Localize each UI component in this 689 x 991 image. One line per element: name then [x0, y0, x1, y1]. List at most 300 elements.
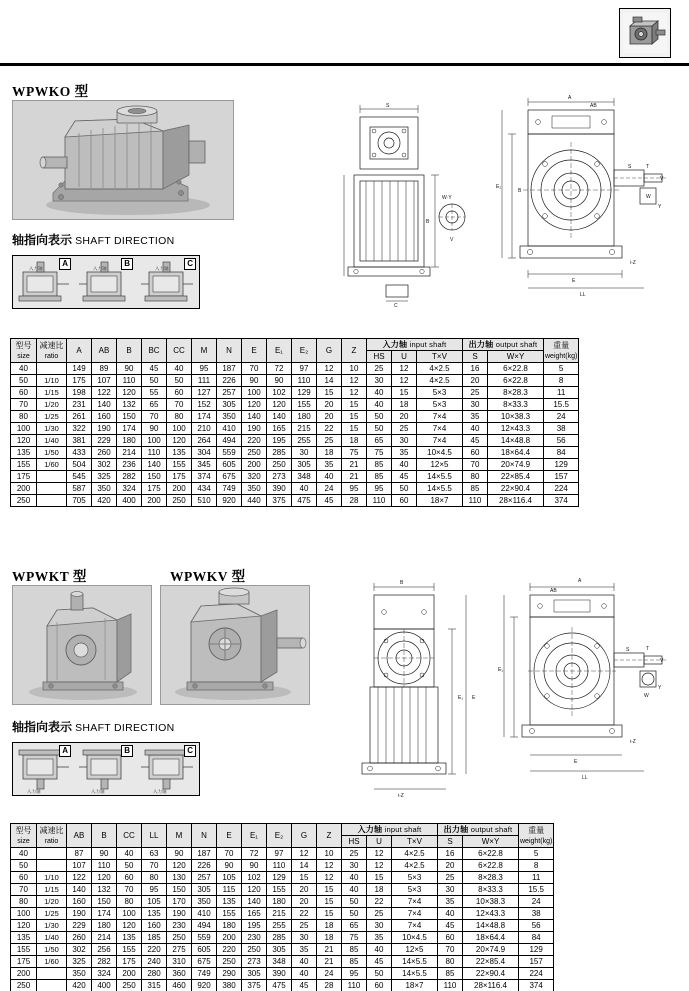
cell-dim-10: 25 [317, 435, 342, 447]
cell-wy: 8×28.3 [463, 872, 519, 884]
th2-tv: T×V [392, 836, 438, 848]
cell-dim-5: 95 [192, 363, 217, 375]
table-row[interactable] [11, 387, 579, 399]
table-row[interactable] [11, 848, 554, 860]
cell-dim-8: 215 [267, 908, 292, 920]
shaft-variant-c [137, 256, 199, 308]
cell-dim-1: 180 [92, 920, 117, 932]
cell-dim-5: 152 [192, 399, 217, 411]
cell-u: 60 [392, 495, 417, 507]
cell-weight: 224 [544, 483, 579, 495]
cell-dim-8: 165 [267, 423, 292, 435]
cell-dim-2: 132 [117, 399, 142, 411]
cell-dim-7: 250 [242, 944, 267, 956]
cell-dim-11: 10 [342, 363, 367, 375]
cell-wy: 18×64.4 [488, 447, 544, 459]
cell-wy: 12×43.3 [463, 908, 519, 920]
cell-dim-3: 45 [142, 363, 167, 375]
th-ratio [37, 339, 67, 363]
cell-ratio: 1/60 [37, 459, 67, 471]
th2-wy: W×Y [463, 836, 519, 848]
cell-dim-11: 95 [342, 483, 367, 495]
table-row[interactable] [11, 411, 579, 423]
table-row[interactable] [11, 920, 554, 932]
cell-u: 22 [367, 896, 392, 908]
cell-dim-5: 111 [192, 375, 217, 387]
th-output-shaft-group [463, 339, 544, 351]
table-row[interactable] [11, 860, 554, 872]
cell-tv: 14×5.5 [392, 968, 438, 980]
cell-dim-8: 102 [267, 387, 292, 399]
table-row[interactable] [11, 447, 579, 459]
shaft-direction-label-2 [12, 718, 174, 735]
cell-weight: 11 [544, 387, 579, 399]
cell-hs: 95 [367, 483, 392, 495]
cell-dim-11: 15 [342, 411, 367, 423]
cell-size: 80 [11, 411, 37, 423]
cell-ratio: 1/25 [37, 411, 67, 423]
cell-dim-2: 175 [117, 956, 142, 968]
cell-dim-2: 174 [117, 423, 142, 435]
cell-dim-3: 55 [142, 387, 167, 399]
svg-text:V: V [660, 176, 664, 182]
shaft-direction-en-2: SHAFT DIRECTION [75, 722, 175, 734]
cell-dim-6: 675 [217, 471, 242, 483]
cell-u: 12 [367, 848, 392, 860]
cell-dim-9: 30 [292, 447, 317, 459]
cell-wy: 8×28.3 [488, 387, 544, 399]
cell-dim-7: 195 [242, 920, 267, 932]
cell-hs: 30 [367, 375, 392, 387]
cell-dim-2: 155 [117, 944, 142, 956]
th2-size [11, 824, 37, 848]
cell-dim-3: 70 [142, 860, 167, 872]
cell-dim-7: 273 [242, 956, 267, 968]
cell-weight: 5 [519, 848, 554, 860]
cell-dim-3: 200 [142, 495, 167, 507]
th2-col-0: AB [67, 824, 92, 848]
cell-ratio [37, 495, 67, 507]
cell-dim-2: 400 [117, 495, 142, 507]
cell-weight: 129 [519, 944, 554, 956]
table-row[interactable] [11, 872, 554, 884]
cell-hs: 65 [367, 435, 392, 447]
cell-tv: 5×3 [392, 872, 438, 884]
cell-dim-9: 255 [292, 435, 317, 447]
cell-dim-6: 200 [217, 932, 242, 944]
cell-dim-1: 150 [92, 896, 117, 908]
cell-u: 40 [367, 944, 392, 956]
cell-dim-9: 15 [292, 872, 317, 884]
cell-dim-9: 40 [292, 483, 317, 495]
page-title-wpwko: WPWKO 型 [12, 84, 89, 99]
cell-dim-7: 70 [242, 363, 267, 375]
table-row[interactable] [11, 423, 579, 435]
svg-text:E: E [472, 695, 476, 701]
cell-dim-6: 220 [217, 944, 242, 956]
cell-size: 250 [11, 980, 37, 991]
cell-dim-4: 155 [167, 459, 192, 471]
cell-dim-9: 155 [292, 399, 317, 411]
table-row[interactable] [11, 399, 579, 411]
cell-tv: 14×5.5 [417, 483, 463, 495]
cell-dim-8: 475 [267, 980, 292, 991]
th2-s: S [438, 836, 463, 848]
svg-text:W·Y: W·Y [442, 195, 452, 201]
svg-text:E: E [574, 759, 578, 765]
cell-size: 80 [11, 896, 37, 908]
cell-tv: 10×4.5 [417, 447, 463, 459]
cell-dim-10: 18 [317, 447, 342, 459]
cell-weight: 8 [519, 860, 554, 872]
cell-wy: 12×43.3 [488, 423, 544, 435]
cell-dim-1: 325 [92, 471, 117, 483]
cell-dim-10: 24 [317, 968, 342, 980]
th2-input-shaft-group [342, 824, 438, 836]
cell-dim-7: 140 [242, 896, 267, 908]
th2-col-3: LL [142, 824, 167, 848]
shaft-direction-diagram-1 [12, 255, 200, 309]
cell-dim-8: 305 [267, 944, 292, 956]
cell-weight: 38 [519, 908, 554, 920]
th2-size-cn: 型号 [15, 825, 32, 835]
cell-dim-0: 87 [67, 848, 92, 860]
cell-size: 200 [11, 968, 37, 980]
cell-dim-10: 15 [317, 908, 342, 920]
table-row[interactable] [11, 932, 554, 944]
svg-text:E: E [572, 278, 576, 284]
cell-ratio: 1/50 [37, 944, 67, 956]
cell-dim-9: 12 [292, 848, 317, 860]
cell-size: 50 [11, 860, 37, 872]
cell-ratio: 1/30 [37, 920, 67, 932]
cell-wy: 8×33.3 [488, 399, 544, 411]
th2-col-8: E₂ [267, 824, 292, 848]
page-title-wpwkt: WPWKT 型 [12, 569, 87, 584]
cell-dim-0: 545 [67, 471, 92, 483]
cell-dim-0: 229 [67, 920, 92, 932]
cell-dim-1: 140 [92, 399, 117, 411]
table-row[interactable] [11, 944, 554, 956]
cell-dim-0: 122 [67, 872, 92, 884]
cell-dim-7: 120 [242, 399, 267, 411]
cell-dim-8: 110 [267, 860, 292, 872]
cell-dim-3: 315 [142, 980, 167, 991]
cell-wy: 8×33.3 [463, 884, 519, 896]
th2-ratio [37, 824, 67, 848]
svg-text:入力轴: 入力轴 [155, 266, 169, 271]
cell-weight: 157 [519, 956, 554, 968]
cell-hs: 85 [342, 944, 367, 956]
cell-dim-6: 920 [217, 495, 242, 507]
th-size-cn: 型号 [15, 340, 32, 350]
cell-dim-10: 21 [317, 956, 342, 968]
cell-dim-11: 15 [342, 399, 367, 411]
cell-dim-9: 40 [292, 968, 317, 980]
cell-ratio: 1/20 [37, 896, 67, 908]
cell-dim-10: 22 [317, 423, 342, 435]
shaft-direction-label-1 [12, 231, 174, 248]
svg-text:i-Z: i-Z [398, 793, 404, 799]
cell-dim-7: 220 [242, 435, 267, 447]
cell-dim-10: 20 [317, 411, 342, 423]
cell-dim-4: 460 [167, 980, 192, 991]
cell-dim-1: 400 [92, 980, 117, 991]
cell-dim-5: 350 [192, 896, 217, 908]
svg-text:入力轴: 入力轴 [29, 266, 43, 271]
cell-dim-6: 605 [217, 459, 242, 471]
cell-s: 70 [463, 459, 488, 471]
cell-s: 16 [463, 363, 488, 375]
cell-dim-1: 302 [92, 459, 117, 471]
cell-u: 40 [392, 459, 417, 471]
cell-dim-6: 105 [217, 872, 242, 884]
cell-hs: 50 [342, 896, 367, 908]
table-row[interactable] [11, 896, 554, 908]
th-weight-cn: 重量 [553, 340, 570, 350]
cell-u: 12 [392, 363, 417, 375]
table-row[interactable] [11, 459, 579, 471]
cell-dim-2: 120 [117, 387, 142, 399]
cell-dim-1: 160 [92, 411, 117, 423]
cell-dim-2: 100 [117, 908, 142, 920]
cell-dim-8: 72 [267, 363, 292, 375]
th-u: U [392, 351, 417, 363]
cell-dim-6: 70 [217, 848, 242, 860]
th-s: S [463, 351, 488, 363]
cell-dim-3: 280 [142, 968, 167, 980]
cell-dim-2: 60 [117, 872, 142, 884]
cell-dim-10: 20 [317, 399, 342, 411]
cell-dim-5: 174 [192, 411, 217, 423]
th2-u: U [367, 836, 392, 848]
cell-s: 45 [463, 435, 488, 447]
cell-dim-1: 229 [92, 435, 117, 447]
cell-weight: 129 [544, 459, 579, 471]
cell-dim-9: 348 [292, 471, 317, 483]
shaft-tag-b: B [121, 258, 133, 270]
cell-dim-5: 410 [192, 908, 217, 920]
table-row[interactable] [11, 980, 554, 991]
cell-size: 60 [11, 387, 37, 399]
cell-dim-8: 120 [267, 399, 292, 411]
cell-dim-1: 132 [92, 884, 117, 896]
cell-dim-3: 135 [142, 908, 167, 920]
shaft-variant-b-2 [75, 743, 137, 795]
svg-text:B: B [426, 219, 430, 225]
spec-table-wpwko [10, 338, 579, 507]
cell-dim-0: 322 [67, 423, 92, 435]
cell-dim-1: 214 [92, 932, 117, 944]
cell-dim-4: 50 [167, 375, 192, 387]
cell-dim-1: 107 [92, 375, 117, 387]
product-photo-wpwko [12, 100, 234, 220]
cell-dim-1: 174 [92, 908, 117, 920]
cell-dim-3: 110 [142, 447, 167, 459]
cell-dim-8: 390 [267, 968, 292, 980]
cell-dim-4: 100 [167, 423, 192, 435]
svg-text:E₁: E₁ [498, 667, 504, 673]
cell-size: 155 [11, 944, 37, 956]
table-row[interactable] [11, 956, 554, 968]
cell-dim-6: 410 [217, 423, 242, 435]
cell-dim-0: 302 [67, 944, 92, 956]
cell-ratio: 1/40 [37, 435, 67, 447]
cell-size: 175 [11, 471, 37, 483]
cell-size: 50 [11, 375, 37, 387]
table-row[interactable] [11, 495, 579, 507]
th-col-2: B [117, 339, 142, 363]
cell-wy: 6×22.8 [463, 860, 519, 872]
th-ratio-cn: 减速比 [39, 340, 64, 350]
cell-dim-2: 40 [117, 848, 142, 860]
cell-dim-2: 110 [117, 375, 142, 387]
th2-weight-en: weight(kg) [520, 837, 553, 845]
table-row[interactable] [11, 483, 579, 495]
th2-hs: HS [342, 836, 367, 848]
th-size [11, 339, 37, 363]
table-row[interactable] [11, 375, 579, 387]
table-row[interactable] [11, 908, 554, 920]
cell-dim-2: 180 [117, 435, 142, 447]
cell-size: 100 [11, 423, 37, 435]
cell-wy: 22×85.4 [463, 956, 519, 968]
cell-dim-2: 80 [117, 896, 142, 908]
cell-dim-0: 190 [67, 908, 92, 920]
cell-dim-4: 120 [167, 860, 192, 872]
cell-dim-5: 127 [192, 387, 217, 399]
cell-weight: 84 [519, 932, 554, 944]
svg-text:W: W [646, 194, 651, 200]
cell-dim-4: 360 [167, 968, 192, 980]
cell-size: 70 [11, 399, 37, 411]
table-row[interactable] [11, 435, 579, 447]
cell-ratio: 1/25 [37, 908, 67, 920]
spec-table-wpwkt-wpwkv [10, 823, 554, 991]
svg-text:i-Z: i-Z [630, 739, 636, 745]
cell-tv: 12×5 [417, 459, 463, 471]
th-weight-en: weight(kg) [545, 352, 578, 360]
shaft-direction-diagram-2 [12, 742, 200, 796]
cell-dim-4: 130 [167, 872, 192, 884]
cell-weight: 15.5 [544, 399, 579, 411]
svg-text:A: A [578, 578, 582, 584]
cell-size: 120 [11, 920, 37, 932]
cell-u: 60 [367, 980, 392, 991]
cell-wy: 28×116.4 [488, 495, 544, 507]
cell-hs: 25 [342, 848, 367, 860]
th2-ratio-en: ratio [44, 837, 59, 845]
cell-dim-9: 30 [292, 932, 317, 944]
cell-s: 40 [438, 908, 463, 920]
cell-dim-6: 350 [217, 411, 242, 423]
svg-text:S: S [626, 647, 630, 653]
th2-input-cn: 入力轴 [357, 825, 383, 834]
cell-dim-1: 260 [92, 447, 117, 459]
shaft-direction-en: SHAFT DIRECTION [75, 235, 175, 247]
cell-s: 85 [463, 483, 488, 495]
th-tv: T×V [417, 351, 463, 363]
th2-col-2: CC [117, 824, 142, 848]
th2-col-7: E₁ [242, 824, 267, 848]
shaft-variant-b [75, 256, 137, 308]
cell-weight: 157 [544, 471, 579, 483]
cell-tv: 7×4 [417, 423, 463, 435]
cell-dim-7: 100 [242, 387, 267, 399]
cell-s: 60 [438, 932, 463, 944]
cell-wy: 22×90.4 [488, 483, 544, 495]
cell-dim-4: 40 [167, 363, 192, 375]
cell-dim-4: 150 [167, 884, 192, 896]
cell-dim-3: 240 [142, 956, 167, 968]
table-row[interactable] [11, 363, 579, 375]
cell-ratio: 1/60 [37, 956, 67, 968]
cell-dim-6: 494 [217, 435, 242, 447]
table-row[interactable] [11, 968, 554, 980]
th-hs: HS [367, 351, 392, 363]
cell-s: 85 [438, 968, 463, 980]
cell-dim-4: 70 [167, 399, 192, 411]
cell-dim-4: 80 [167, 411, 192, 423]
cell-weight: 8 [544, 375, 579, 387]
gearbox-logo-icon [619, 8, 671, 58]
cell-dim-6: 187 [217, 363, 242, 375]
cell-tv: 7×4 [392, 896, 438, 908]
cell-dim-6: 380 [217, 980, 242, 991]
cell-dim-11: 15 [342, 423, 367, 435]
th2-input-en: input shaft [384, 825, 422, 834]
cell-u: 25 [392, 423, 417, 435]
cell-dim-6: 305 [217, 399, 242, 411]
cell-u: 18 [392, 399, 417, 411]
cell-dim-3: 150 [142, 471, 167, 483]
th-output-en: output shaft [495, 340, 538, 349]
th2-ratio-cn: 减速比 [39, 825, 64, 835]
th2-col-4: M [167, 824, 192, 848]
cell-u: 45 [392, 471, 417, 483]
cell-dim-0: 260 [67, 932, 92, 944]
cell-tv: 4×2.5 [392, 860, 438, 872]
cell-dim-9: 305 [292, 459, 317, 471]
cell-dim-9: 129 [292, 387, 317, 399]
cell-u: 12 [392, 375, 417, 387]
cell-dim-8: 285 [267, 447, 292, 459]
cell-dim-3: 100 [142, 435, 167, 447]
cell-dim-9: 110 [292, 375, 317, 387]
cell-dim-4: 90 [167, 848, 192, 860]
svg-text:V: V [660, 658, 664, 664]
cell-dim-9: 14 [292, 860, 317, 872]
cell-dim-8: 195 [267, 435, 292, 447]
cell-dim-3: 175 [142, 483, 167, 495]
cell-dim-8: 255 [267, 920, 292, 932]
cell-dim-8: 273 [267, 471, 292, 483]
svg-text:LL: LL [582, 775, 588, 781]
cell-hs: 85 [367, 459, 392, 471]
cell-dim-9: 20 [292, 896, 317, 908]
cell-dim-3: 220 [142, 944, 167, 956]
cell-dim-1: 282 [92, 956, 117, 968]
cell-dim-11: 75 [342, 447, 367, 459]
cell-dim-5: 675 [192, 956, 217, 968]
table-row[interactable] [11, 884, 554, 896]
cell-dim-8: 348 [267, 956, 292, 968]
cell-weight: 24 [544, 411, 579, 423]
header-divider [0, 63, 689, 66]
cell-wy: 22×90.4 [463, 968, 519, 980]
table-row[interactable] [11, 471, 579, 483]
cell-size: 70 [11, 884, 37, 896]
